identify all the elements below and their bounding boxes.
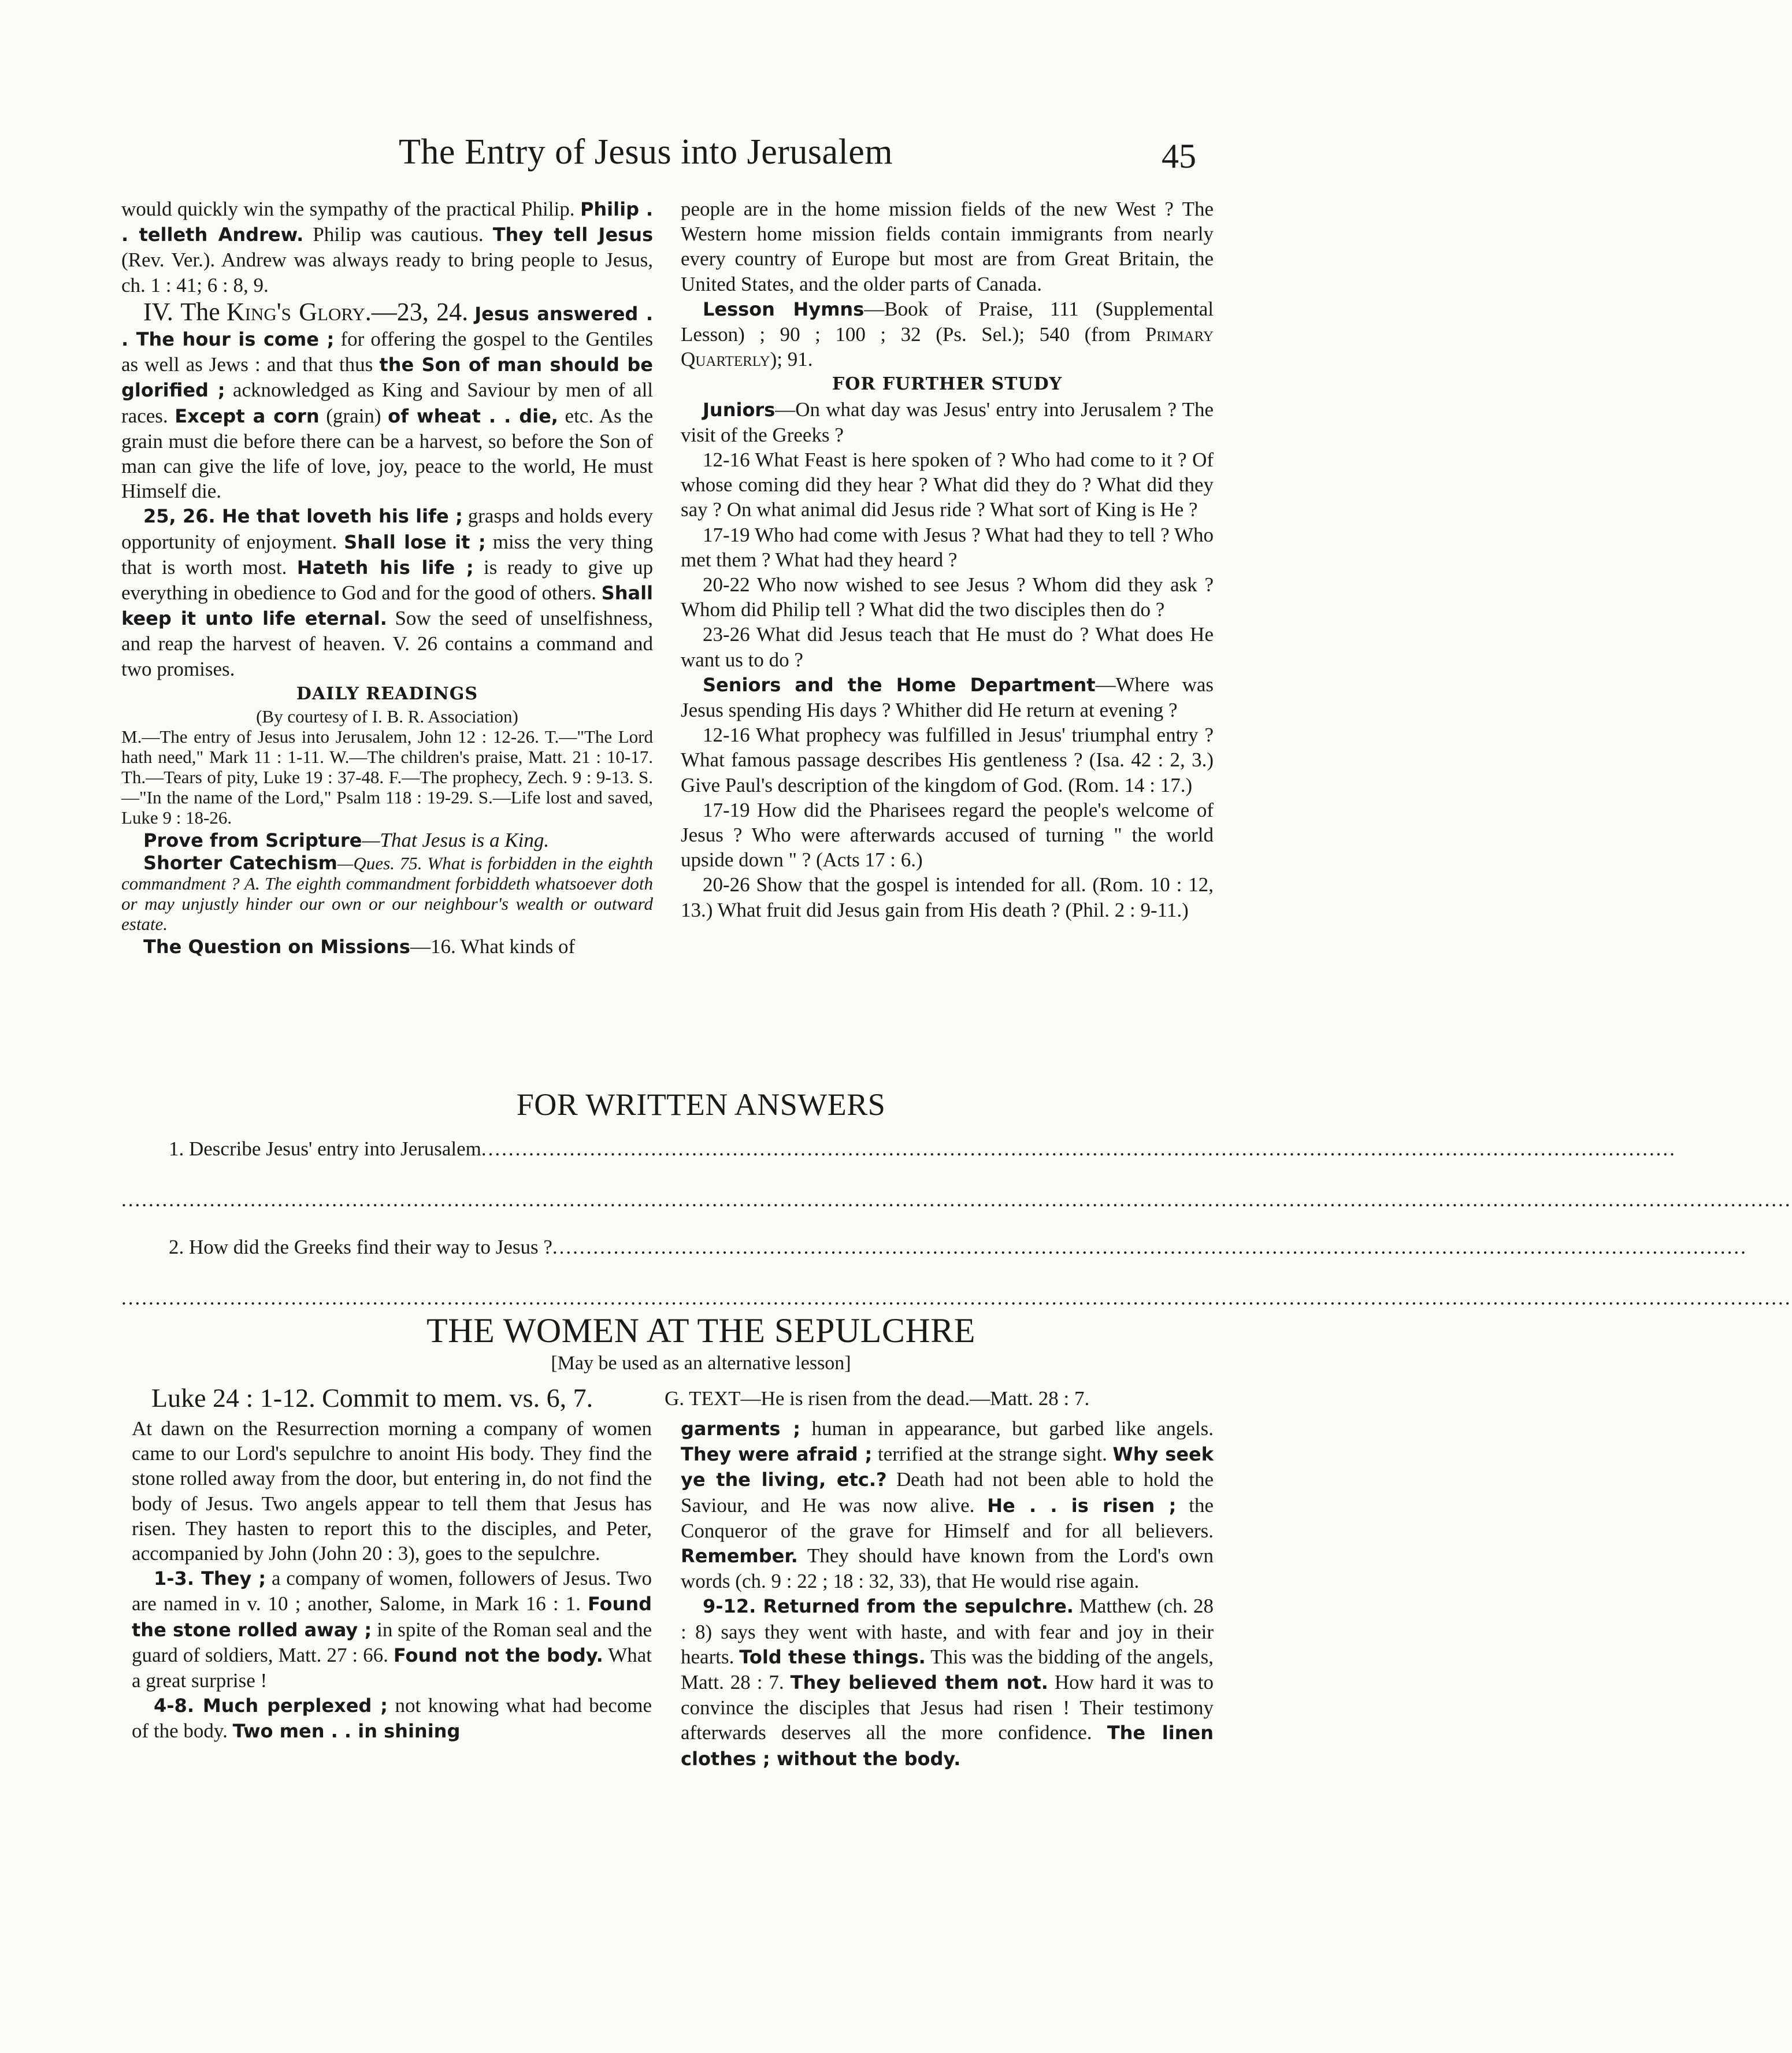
daily-readings-list: M.—The entry of Jesus into Jerusalem, John 12 : 12-26. T.—"The Lord hath need," Mark 11 : 1-11. W.—The children's praise, Matt. 21 : 10-17. Th.—Tears of pity, Luke 19 : 37-48. F.—The prophecy, Zech. 9 : 9-13. S.—"In the name of the Lord," Psalm 118 : 19-29. S.—Life lost and saved, Luke 9 : 18-26.	[121, 727, 653, 828]
shorter-catechism: Shorter Catechism—Ques. 75. What is forbidden in the eighth commandment ? A. The eighth commandment forbiddeth whatsoever doth or may unjustly hinder our own or our neighbour's wealth or outward estate.	[121, 852, 654, 935]
sepulchre-left-column	[132, 1416, 652, 1744]
sepulchre-right-column	[681, 1416, 1214, 1772]
sepulchre-intro: At dawn on the Resurrection morning a company of women came to our Lord's sepulchre to anoint His body. They find the stone rolled away from the door, but entering in, do not find the body of Jesus. Two angels appear to tell them that Jesus has risen. They hasten to report this to the disciples, and Peter, accompanied by John (John 20 : 3), goes to the sepulchre.	[132, 1417, 652, 1565]
missions-answer: people are in the home mission fields of the new West ? The Western home mission fields contain immigrants from nearly every country of Europe but most are from Great Britain, the United States, and the older parts of Canada.	[681, 198, 1214, 295]
left-column	[121, 197, 653, 959]
answer-line[interactable]: ......................................................................................................................................................................................................................................................	[121, 1287, 1792, 1309]
question-block: 23-26 What did Jesus teach that He must do ? What does He want us to do ?	[681, 623, 1214, 671]
verses-4-8: 4-8. Much perplexed ; not knowing what had become of the body. Two men . . in shining	[132, 1694, 652, 1743]
question-block: 20-26 Show that the gospel is intended for all. (Rom. 10 : 12, 13.) What fruit did Jesus gain from His death ? (Phil. 2 : 9-11.)	[681, 873, 1214, 921]
verses-1-3: 1-3. They ; a company of women, followers of Jesus. Two are named in v. 10 ; another, Salome, in Mark 16 : 1. Found the stone rolled away ; in spite of the Roman seal and the guard of soldiers, Matt. 27 : 66. Found not the body. What a great surprise !	[132, 1567, 652, 1692]
lesson-hymns: Lesson Hymns—Book of Praise, 111 (Supplemental Lesson) ; 90 ; 100 ; 32 (Ps. Sel.); 540 (from Primary Quarterly); 91.	[681, 297, 1214, 371]
answer-line[interactable]: ................................................................................................................................................................................	[552, 1236, 1748, 1258]
written-question-2: 2. How did the Greeks find their way to Jesus ?................................................................................................................................................................................	[169, 1236, 1748, 1258]
alternative-lesson-note: [May be used as an alternative lesson]	[551, 1352, 851, 1374]
question-block: 12-16 What prophecy was fulfilled in Jesus' triumphal entry ? What famous passage describes His gentleness ? (Isa. 42 : 2, 3.) Give Paul's description of the kingdom of God. (Rom. 14 : 17.)	[681, 724, 1214, 796]
paragraph-philip: would quickly win the sympathy of the practical Philip. Philip . . telleth Andrew. Philip was cautious. They tell Jesus (Rev. Ver.). Andrew was always ready to bring people to Jesus, ch. 1 : 41; 6 : 8, 9.	[121, 198, 654, 297]
question-block: 20-22 Who now wished to see Jesus ? Whom did they ask ? Whom did Philip tell ? What did the two disciples then do ?	[681, 573, 1214, 621]
paragraph-verses-25-26: 25, 26. He that loveth his life ; grasps and holds every opportunity of enjoyment. Shall lose it ; miss the very thing that is worth most. Hateth his life ; is ready to give up everything in obedience to God and for the good of others. Shall keep it unto life eternal. Sow the seed of unselfishness, and reap the harvest of heaven. V. 26 contains a command and two promises.	[121, 505, 654, 680]
verses-4-8-continued: garments ; human in appearance, but garbed like angels. They were afraid ; terrified at the strange sight. Why seek ye the living, etc.? Death had not been able to hold the Saviour, and He was now alive. He . . is risen ; the Conqueror of the grave for Himself and for all believers. Remember. They should have known from the Lord's own words (ch. 9 : 22 ; 18 : 32, 33), that He would rise again.	[681, 1417, 1214, 1593]
question-block: 17-19 How did the Pharisees regard the people's welcome of Jesus ? Who were afterwards accused of turning " the world upside down " ? (Acts 17 : 6.)	[681, 798, 1214, 872]
verses-9-12: 9-12. Returned from the sepulchre. Matthew (ch. 28 : 8) says they went with haste, and with fear and joy in their hearts. Told these things. This was the bidding of the angels, Matt. 28 : 7. They believed them not. How hard it was to convince the disciples that Jesus had risen ! Their testimony afterwards deserves all the more confidence. The linen clothes ; without the body.	[681, 1595, 1214, 1770]
daily-readings-courtesy: (By courtesy of I. B. R. Association)	[256, 706, 518, 727]
sepulchre-heading: THE WOMEN AT THE SEPULCHRE	[426, 1311, 975, 1350]
written-question-1: 1. Describe Jesus' entry into Jerusalem................................................................................................................................................................................	[169, 1137, 1676, 1160]
question-block: 17-19 Who had come with Jesus ? What had they to tell ? Who met them ? What had they heard ?	[681, 523, 1214, 571]
page-number: 45	[1162, 137, 1196, 175]
answer-line[interactable]: ......................................................................................................................................................................................................................................................	[121, 1188, 1792, 1211]
daily-readings-heading: DAILY READINGS	[296, 683, 478, 704]
running-header: The Entry of Jesus into Jerusalem	[399, 132, 893, 172]
section-kings-glory: IV. The King's Glory.—23, 24. Jesus answered . . The hour is come ; for offering the gospel to the Gentiles as well as Jews : and that thus the Son of man should be glorified ; acknowledged as King and Saviour by men of all races. Except a corn (grain) of wheat . . die, etc. As the grain must die before there can be a harvest, so before the Son of man can give the life of love, joy, peace to the world, He must Himself die.	[121, 297, 654, 503]
right-column	[681, 197, 1214, 922]
answer-line[interactable]: ................................................................................................................................................................................	[481, 1137, 1676, 1160]
seniors-questions: Seniors and the Home Department—Where was Jesus spending His days ? Whither did He return at evening ?	[681, 673, 1214, 722]
question-block: 12-16 What Feast is here spoken of ? Who had come to it ? Of whose coming did they hear ? What did they do ? What did they say ? On what animal did Jesus ride ? What sort of King is He ?	[681, 449, 1214, 521]
question-on-missions: The Question on Missions—16. What kinds of	[143, 935, 576, 958]
juniors-questions: Juniors—On what day was Jesus' entry into Jerusalem ? The visit of the Greeks ?	[681, 398, 1214, 446]
prove-from-scripture: Prove from Scripture—That Jesus is a King.	[143, 829, 550, 852]
golden-text: G. TEXT—He is risen from the dead.—Matt. 28 : 7.	[665, 1387, 1090, 1410]
written-answers-heading: FOR WRITTEN ANSWERS	[516, 1087, 886, 1122]
further-study-heading: FOR FURTHER STUDY	[832, 374, 1063, 395]
lesson-reference: Luke 24 : 1-12. Commit to mem. vs. 6, 7.	[151, 1383, 593, 1413]
